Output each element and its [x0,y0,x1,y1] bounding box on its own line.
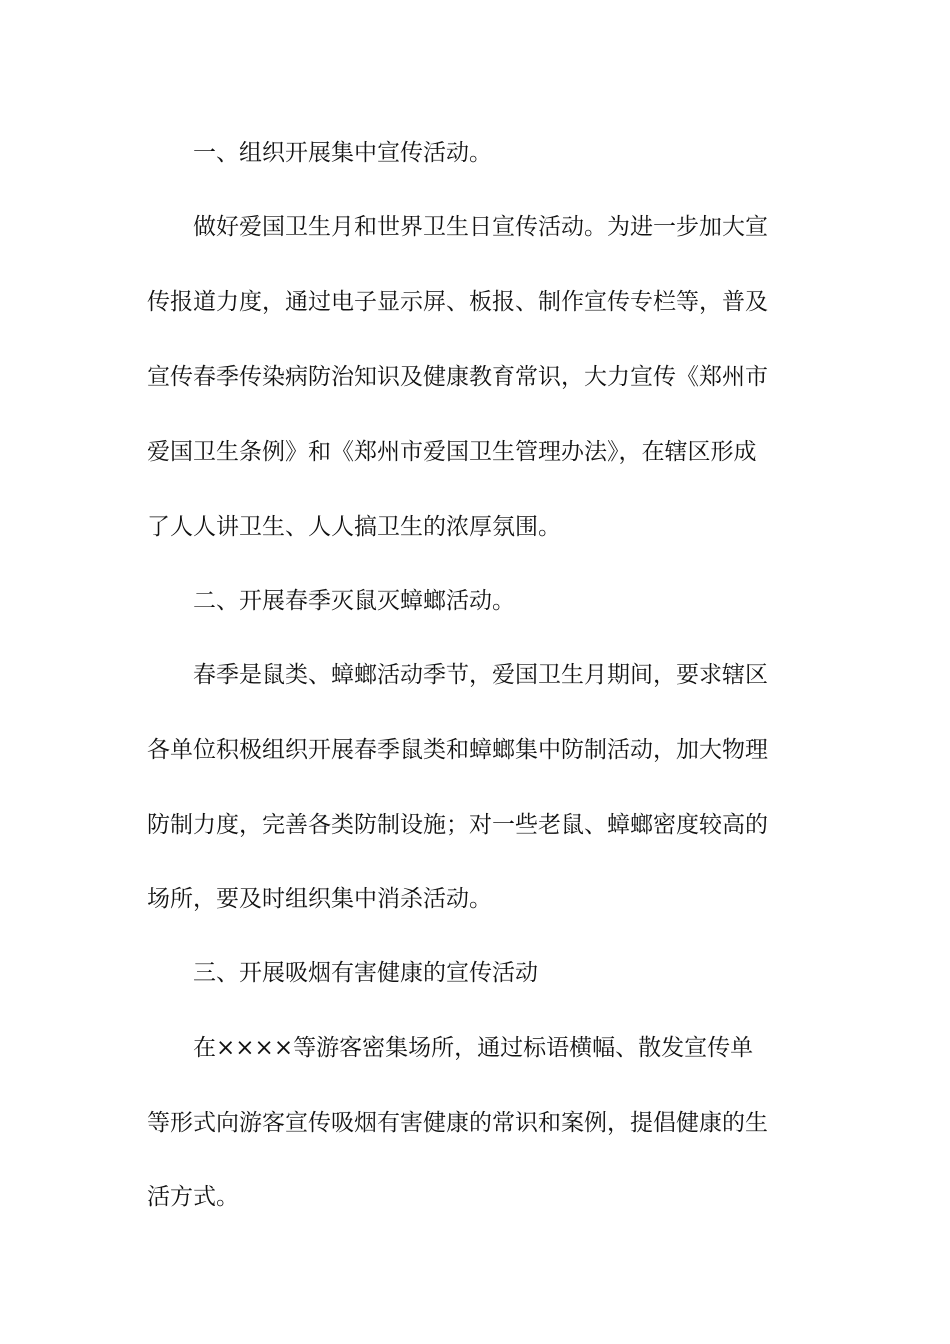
section-heading-3: 三、开展吸烟有害健康的宣传活动 [193,960,538,986]
paragraph-3-line-1: 在××××等游客密集场所，通过标语横幅、散发宣传单 [193,1035,754,1061]
paragraph-2-line-4: 场所，要及时组织集中消杀活动。 [147,886,492,912]
section-heading-2: 二、开展春季灭鼠灭蟑螂活动。 [193,588,515,614]
paragraph-2-line-1: 春季是鼠类、蟑螂活动季节，爱国卫生月期间，要求辖区 [193,662,768,688]
paragraph-1-line-1: 做好爱国卫生月和世界卫生日宣传活动。为进一步加大宣 [193,214,768,240]
paragraph-1-line-5: 了人人讲卫生、人人搞卫生的浓厚氛围。 [147,514,561,540]
paragraph-1-line-3: 宣传春季传染病防治知识及健康教育常识，大力宣传《郑州市 [147,364,768,390]
paragraph-1-line-2: 传报道力度，通过电子显示屏、板报、制作宣传专栏等，普及 [147,289,768,315]
paragraph-3-line-2: 等形式向游客宣传吸烟有害健康的常识和案例，提倡健康的生 [147,1110,768,1136]
paragraph-2-line-2: 各单位积极组织开展春季鼠类和蟑螂集中防制活动，加大物理 [147,737,768,763]
section-heading-1: 一、组织开展集中宣传活动。 [193,140,492,166]
paragraph-2-line-3: 防制力度，完善各类防制设施；对一些老鼠、蟑螂密度较高的 [147,812,768,838]
paragraph-3-line-3: 活方式。 [147,1184,239,1210]
paragraph-1-line-4: 爱国卫生条例》和《郑州市爱国卫生管理办法》，在辖区形成 [147,439,757,465]
